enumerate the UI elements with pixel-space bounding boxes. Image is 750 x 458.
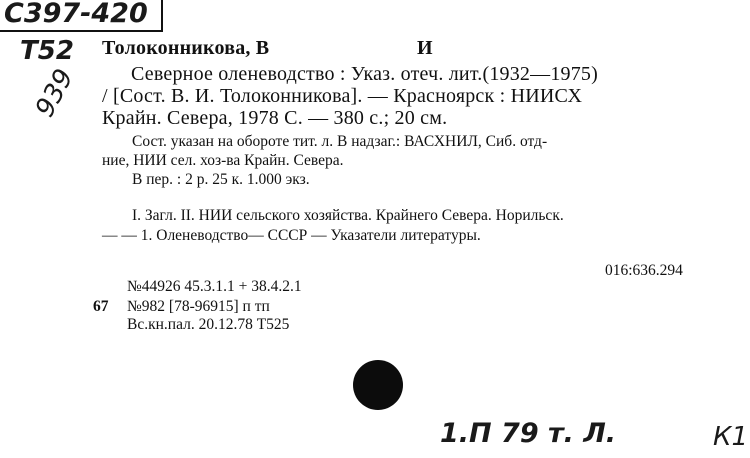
note-line: ние, НИИ сел. хоз-ва Крайн. Севера. — [102, 152, 344, 169]
punch-hole — [353, 360, 403, 410]
registry-line: №44926 45.3.1.1 + 38.4.2.1 — [127, 278, 302, 295]
title-line: / [Сост. В. И. Толоконникова]. — Красноярск : НИИСХ — [102, 85, 583, 107]
card-author: Толоконникова, В — [102, 37, 270, 59]
card-author-initial: И — [417, 37, 433, 59]
tracing-line: — — 1. Оленеводство— СССР — Указатели литературы. — [102, 227, 481, 244]
registry-prefix: 67 — [93, 298, 109, 315]
handwritten-corner-note: К1 — [713, 422, 749, 452]
handwritten-bottom-note: 1.П 79 т. Л. — [440, 418, 617, 449]
title-line: Крайн. Севера, 1978 С. — 380 с.; 20 см. — [102, 107, 448, 129]
title-line: Северное оленеводство : Указ. отеч. лит.(1932—1975) — [131, 63, 598, 85]
note-line: Сост. указан на обороте тит. л. В надзаг.: ВАСХНИЛ, Сиб. отд- — [132, 133, 548, 150]
handwritten-shelf-code: Т52 — [20, 36, 74, 66]
registry-line: №982 [78-96915] п тп — [127, 298, 270, 315]
handwritten-margin-note: 939 — [30, 64, 80, 123]
note-line: В пер. : 2 р. 25 к. 1.000 экз. — [132, 171, 310, 188]
tracing-line: I. Загл. II. НИИ сельского хозяйства. Крайнего Севера. Норильск. — [132, 207, 564, 224]
handwritten-stamp-number: С397-420 — [4, 0, 148, 29]
udc-code: 016:636.294 — [605, 262, 683, 279]
registry-line: Вс.кн.пал. 20.12.78 Т525 — [127, 316, 290, 333]
